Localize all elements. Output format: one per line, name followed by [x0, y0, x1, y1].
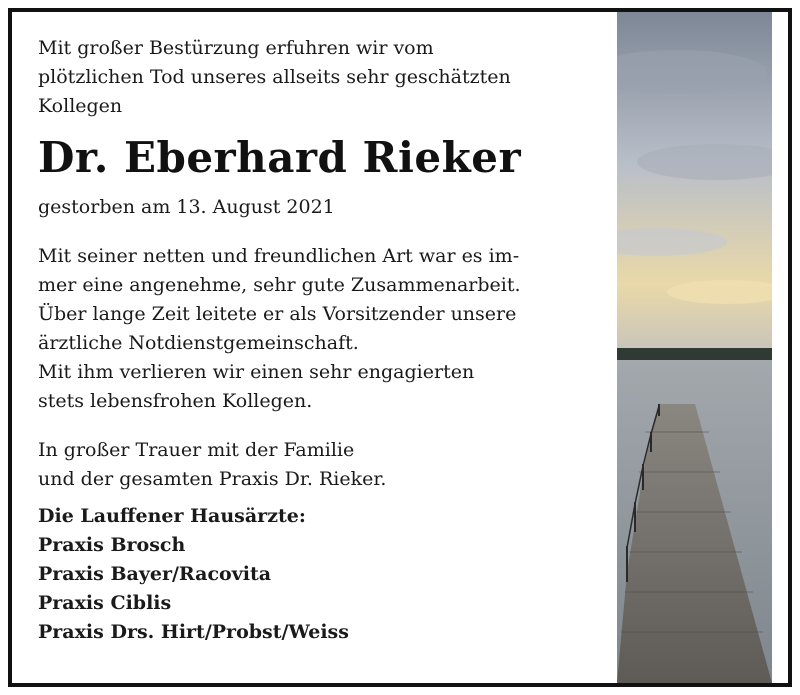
tribute-line: mer eine angenehme, sehr gute Zusammenarbeit. [38, 274, 521, 296]
intro-line: Kollegen [38, 95, 123, 117]
mourning-line: und der gesamten Praxis Dr. Rieker. [38, 468, 387, 490]
death-date: gestorben am 13. August 2021 [38, 196, 335, 218]
signer-practice: Praxis Ciblis [38, 592, 172, 614]
intro-text [38, 34, 598, 121]
signers-list [38, 502, 598, 647]
tribute-line: Über lange Zeit leitete er als Vorsitzender unsere [38, 303, 517, 325]
signer-practice: Praxis Brosch [38, 534, 186, 556]
tribute-text [38, 242, 598, 416]
tribute-line: Mit seiner netten und freundlichen Art war es im- [38, 245, 520, 267]
obituary-notice [8, 8, 792, 687]
signer-practice: Praxis Drs. Hirt/Probst/Weiss [38, 621, 349, 643]
tribute-line: Mit ihm verlieren wir einen sehr engagierten [38, 361, 475, 383]
tribute-line: ärztliche Notdienstgemeinschaft. [38, 332, 359, 354]
intro-line: plötzlichen Tod unseres allseits sehr geschätzten [38, 66, 511, 88]
mourning-text [38, 436, 598, 494]
signers-heading: Die Lauffener Hausärzte: [38, 505, 306, 527]
deceased-name: Dr. Eberhard Rieker [38, 133, 522, 182]
lake-jetty-image [617, 12, 772, 683]
mourning-line: In großer Trauer mit der Familie [38, 439, 355, 461]
signer-practice: Praxis Bayer/Racovita [38, 563, 272, 585]
intro-line: Mit großer Bestürzung erfuhren wir vom [38, 37, 434, 59]
lake-jetty-photo [617, 12, 772, 683]
tribute-line: stets lebensfrohen Kollegen. [38, 390, 313, 412]
notice-text [38, 34, 598, 647]
